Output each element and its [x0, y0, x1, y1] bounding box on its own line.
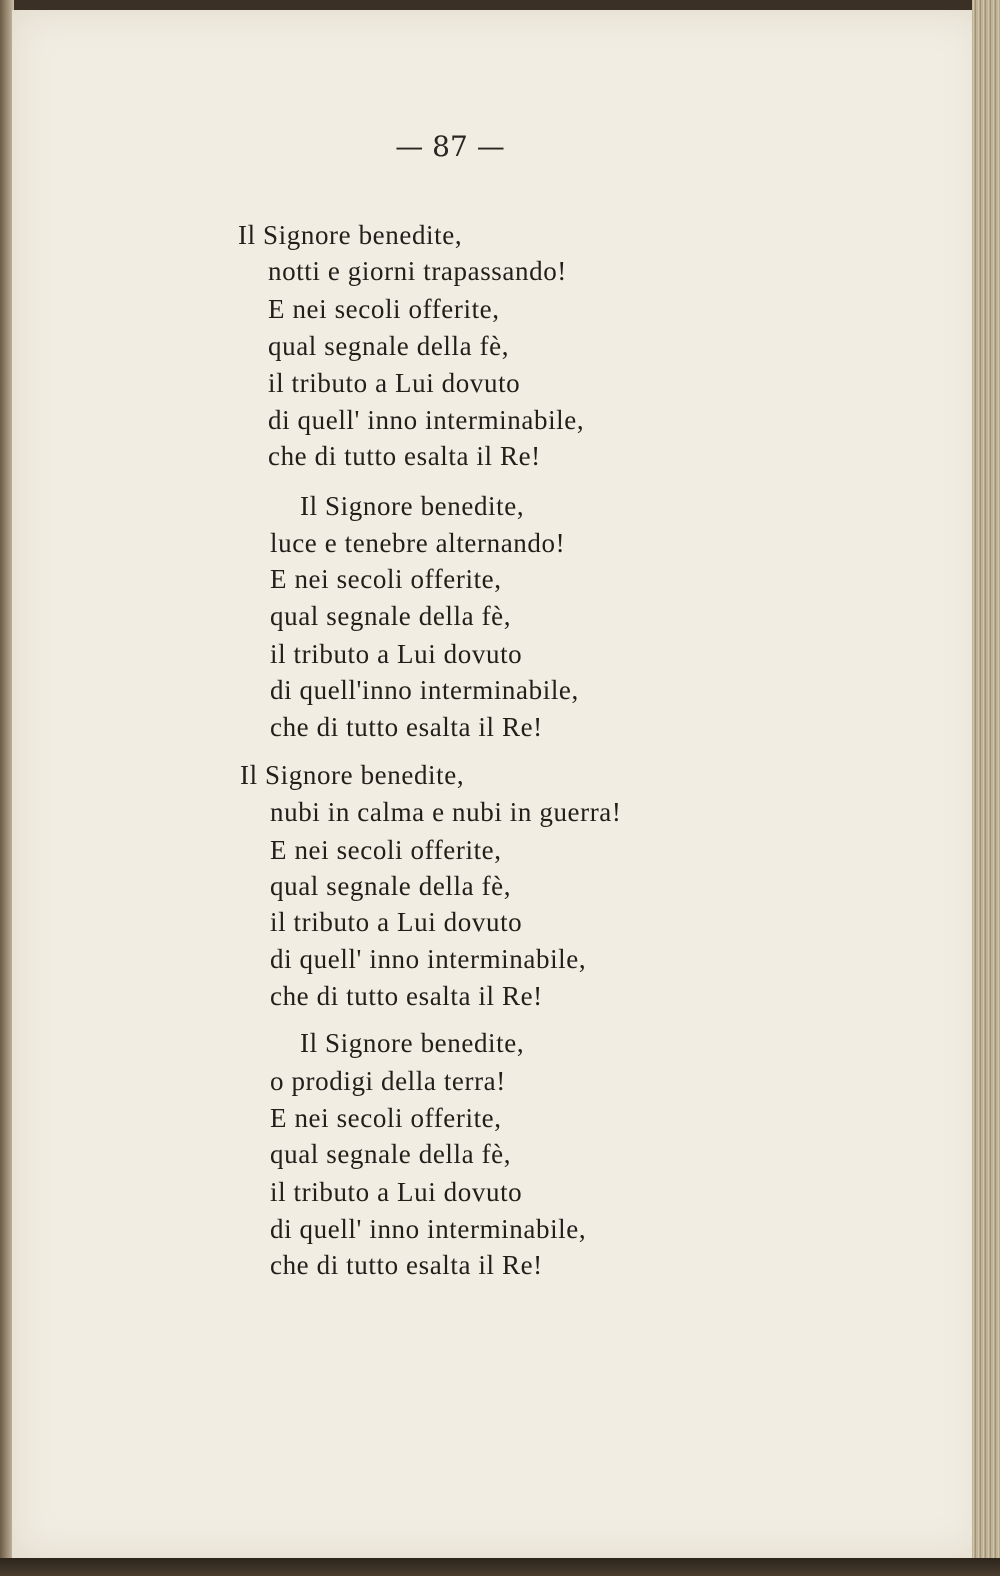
poem-line: qual segnale della fè,: [270, 1139, 512, 1169]
poem-line: il tributo a Lui dovuto: [270, 639, 523, 669]
poem-line: che di tutto esalta il Re!: [268, 441, 541, 471]
poem-line: notti e giorni trapassando!: [268, 256, 567, 286]
poem-line: il tributo a Lui dovuto: [270, 1177, 523, 1207]
poem-line: nubi in calma e nubi in guerra!: [270, 797, 622, 827]
poem-line: E nei secoli offerite,: [270, 1103, 502, 1133]
page-number: — 87 —: [395, 130, 505, 163]
poem-line: E nei secoli offerite,: [268, 294, 500, 324]
poem-line: qual segnale della fè,: [270, 871, 512, 901]
poem-line: il tributo a Lui dovuto: [270, 907, 523, 937]
poem-line: di quell' inno interminabile,: [270, 944, 587, 974]
poem-line: E nei secoli offerite,: [270, 835, 502, 865]
poem-line: che di tutto esalta il Re!: [270, 1250, 543, 1280]
poem-line: qual segnale della fè,: [270, 601, 512, 631]
poem-line: di quell' inno interminabile,: [268, 405, 585, 435]
poem-line: luce e tenebre alternando!: [270, 528, 566, 558]
poem-line: che di tutto esalta il Re!: [270, 981, 543, 1011]
poem-line: di quell'inno interminabile,: [270, 675, 579, 705]
poem-line: di quell' inno interminabile,: [270, 1214, 587, 1244]
poem-line: Il Signore benedite,: [300, 1028, 525, 1058]
poem-line: che di tutto esalta il Re!: [270, 712, 543, 742]
poem-line: qual segnale della fè,: [268, 331, 510, 361]
poem-line: Il Signore benedite,: [300, 491, 525, 521]
poem-line: Il Signore benedite,: [238, 220, 463, 250]
poem-line: Il Signore benedite,: [240, 760, 465, 790]
poem-line: il tributo a Lui dovuto: [268, 368, 521, 398]
poem-line: o prodigi della terra!: [270, 1066, 506, 1096]
poem-line: E nei secoli offerite,: [270, 564, 502, 594]
